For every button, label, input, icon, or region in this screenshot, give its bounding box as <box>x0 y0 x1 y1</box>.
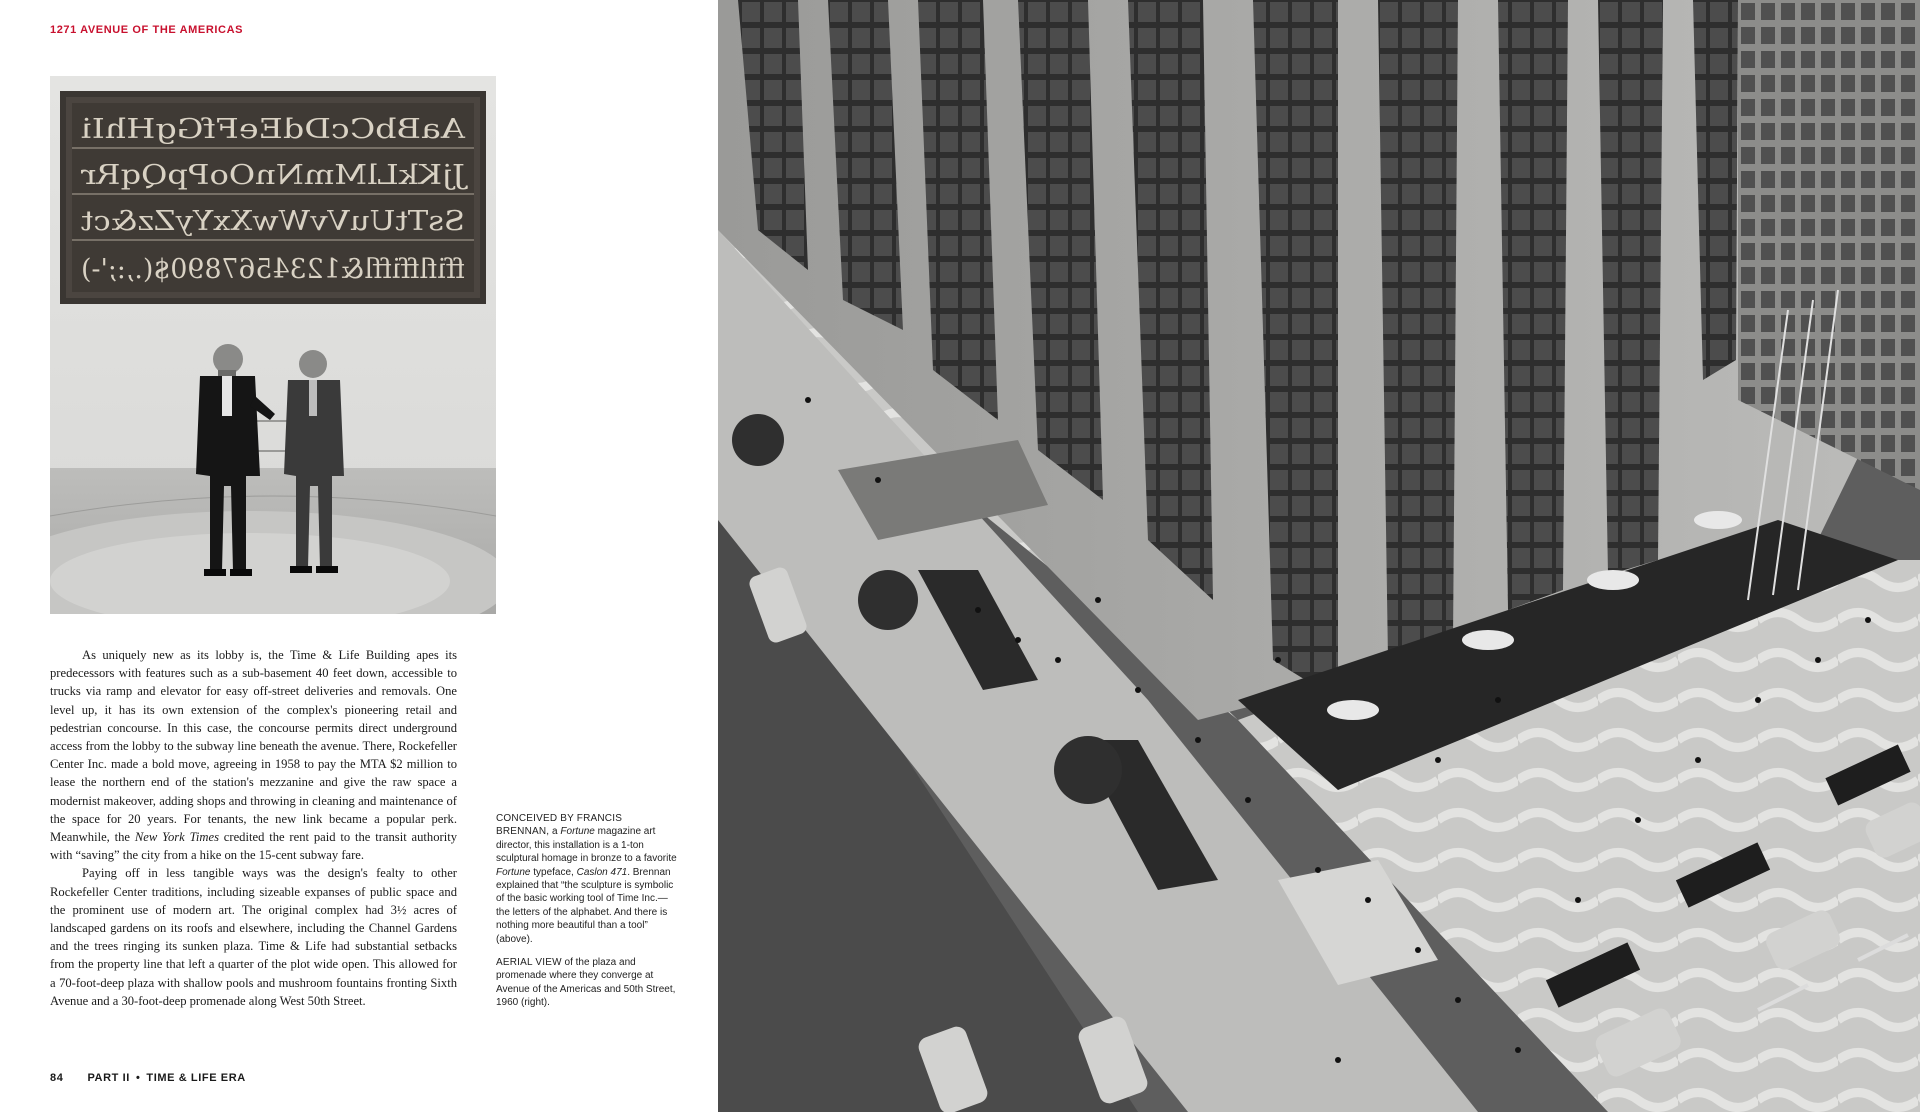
body-paragraph-2: Paying off in less tangible ways was the design's fealty to other Rockefeller Center traditions, including sizeable expanses of public space and the prominent use of modern art. The original complex had 3½ acres of landscaped gardens on its roofs and elsewhere, including the Channel Gardens and the trees ringing its sunken plaza. Time & Life had substantial setbacks from the property line that left a quarter of the plot wide open. This allowed for a 70-foot-deep plaza with shallow pools and mushroom fountains fronting Sixth Avenue and a 30-foot-deep promenade along West 50th Street. <box>50 866 457 1008</box>
body-paragraph-1: As uniquely new as its lobby is, the Time & Life Building apes its predecessors with features such as a sub-basement 40 feet down, accessible to trucks via ramp and elevator for easy off-street deliveries and removals. One level up, it has its own extension of the complex's pioneering retail and pedestrian concourse. In this case, the concourse permits direct underground access from the lobby to the subway line beneath the avenue. There, Rockefeller Center Inc. made a bold move, agreeing in 1958 to pay the MTA $2 million to lease the northern end of the station's mezzanine and give the raw space a modernist makeover, adding shops and throwing in cleaning and maintenance of the space for 20 years. For tenants, the new link became a popular perk. Meanwhile, the New York Times credited the rent paid to the transit authority with “saving” the city from a hike on the 15-cent subway fare. <box>50 648 457 863</box>
folio-part: PART II <box>87 1072 130 1084</box>
photo-bronze-alphabet-plaque <box>50 76 496 614</box>
plaque-row-3: SsTtUuVvWwXxYyZz&ct <box>80 206 465 237</box>
running-head: 1271 AVENUE OF THE AMERICAS <box>50 24 244 36</box>
caption-plaque: CONCEIVED BY FRANCIS BRENNAN, a Fortune magazine art director, this installation is a 1-ton sculptural homage in bronze to a favorite Fortune typeface, Caslon 471. Brennan explained that “the sculpture is symbolic of the basic working tool of Time Inc.—the letters of the alphabet. And there is nothing more beautiful than a tool” (above). <box>496 813 677 945</box>
plaque-row-1: AaBbCcDdEeFfGgHhIi <box>80 114 467 145</box>
caption-aerial: AERIAL VIEW of the plaza and promenade where they converge at Avenue of the Americas and 50th Street, 1960 (right). <box>496 957 676 1009</box>
photo-aerial-plaza <box>718 0 1920 1112</box>
body-text <box>50 646 457 1010</box>
left-page <box>0 0 718 1112</box>
plaque-row-4: ffiflffiffl&1234567890$(.,:;'-) <box>81 254 465 285</box>
page-number: 84 <box>50 1072 64 1084</box>
caption-column <box>496 812 678 1020</box>
folio-section: TIME & LIFE ERA <box>146 1072 246 1084</box>
folio <box>50 1072 246 1084</box>
folio-separator: • <box>135 1072 141 1084</box>
plaque-row-2: JjKkLlMmNnOoPpQqRr <box>80 160 469 191</box>
